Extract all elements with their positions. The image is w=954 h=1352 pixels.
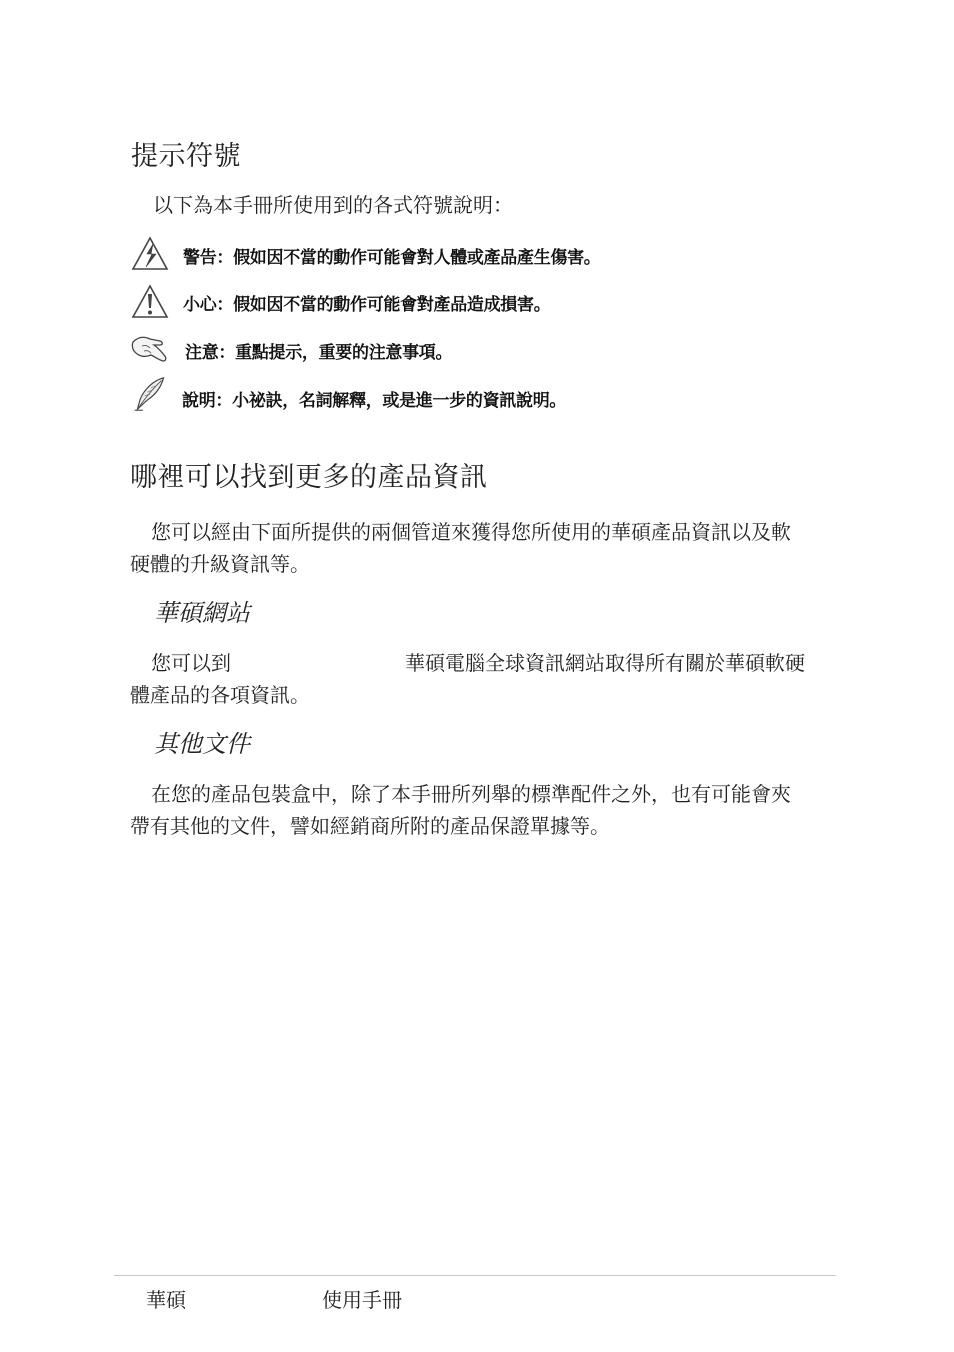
more-info-intro-line1: 您可以經由下面所提供的兩個管道來獲得您所使用的華碩產品資訊以及軟 bbox=[151, 520, 791, 544]
footer-manual-title: 使用手冊 bbox=[322, 1288, 402, 1312]
notice-caution-text: 小心：假如因不當的動作可能會對產品造成損害。 bbox=[183, 295, 551, 315]
notice-warning-text: 警告：假如因不當的動作可能會對人體或產品產生傷害。 bbox=[183, 248, 601, 268]
notice-tip-text: 說明：小祕訣，名詞解釋，或是進一步的資訊說明。 bbox=[182, 391, 567, 411]
website-line1-left: 您可以到 bbox=[151, 651, 231, 675]
other-docs-line2: 帶有其他的文件，譬如經銷商所附的產品保證單據等。 bbox=[130, 814, 610, 838]
website-line2: 體產品的各項資訊。 bbox=[130, 683, 310, 707]
other-docs-line1: 在您的產品包裝盒中，除了本手冊所列舉的標準配件之外，也有可能會夾 bbox=[151, 782, 791, 806]
footer-divider bbox=[114, 1275, 836, 1276]
section-title-notices: 提示符號 bbox=[131, 141, 241, 172]
more-info-intro-line2: 硬體的升級資訊等。 bbox=[130, 552, 310, 576]
footer-brand: 華碩 bbox=[146, 1288, 186, 1312]
notice-note-text: 注意：重點提示，重要的注意事項。 bbox=[185, 343, 453, 363]
warning-lightning-icon bbox=[130, 236, 170, 272]
subheading-other-docs: 其他文件 bbox=[154, 730, 250, 758]
subheading-asus-website: 華碩網站 bbox=[154, 599, 250, 627]
website-line1-right: 華碩電腦全球資訊網站取得所有關於華碩軟硬 bbox=[405, 651, 805, 675]
quill-pen-icon bbox=[130, 376, 170, 412]
section-title-more-info: 哪裡可以找到更多的產品資訊 bbox=[130, 462, 488, 493]
caution-exclamation-icon bbox=[130, 284, 170, 320]
pointing-hand-icon bbox=[130, 332, 170, 368]
notices-intro: 以下為本手冊所使用到的各式符號說明： bbox=[153, 193, 513, 217]
